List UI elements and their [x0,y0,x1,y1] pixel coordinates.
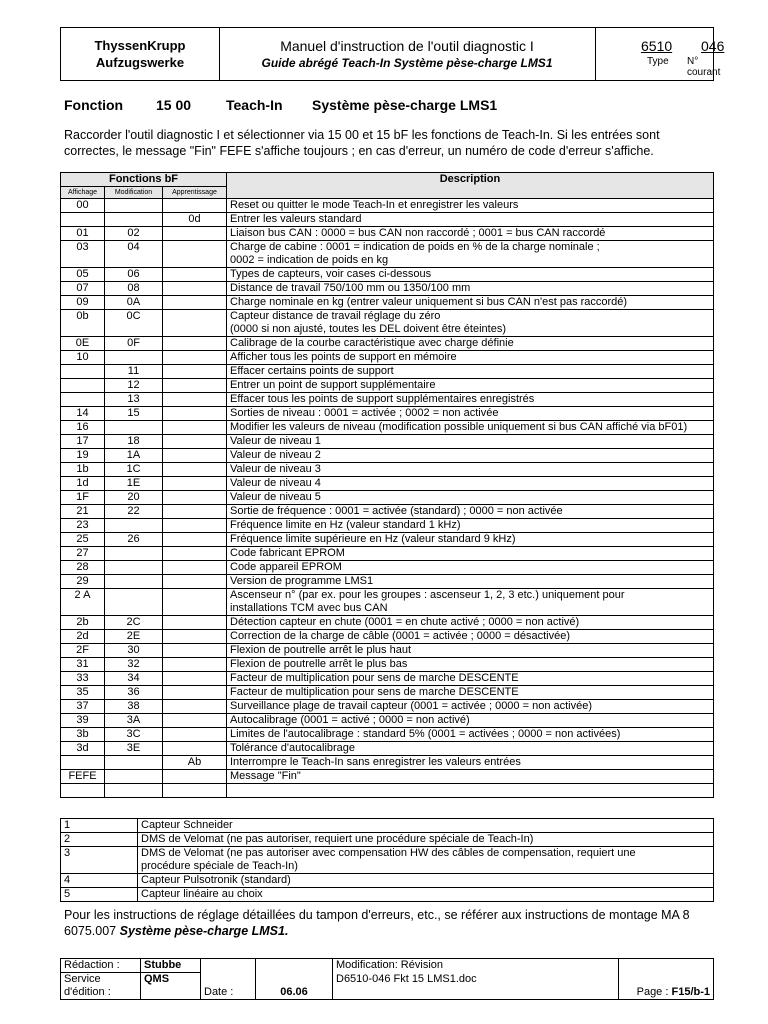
modification-code: 15 [105,407,163,421]
learning-code [163,379,227,393]
title-cell [219,28,596,80]
display-code: 37 [61,700,105,714]
display-code: 01 [61,227,105,241]
document-title: Manuel d'instruction de l'outil diagnostic I [280,37,534,54]
learning-code [163,407,227,421]
function-description: Valeur de niveau 1 [227,435,714,449]
display-code: 31 [61,658,105,672]
date-label: Date : [201,959,256,1000]
modification-code: 1A [105,449,163,463]
modification-code: 3E [105,742,163,756]
learning-code [163,519,227,533]
modification-code: 2E [105,630,163,644]
company-cell [61,28,220,80]
display-code: 2F [61,644,105,658]
function-description: Capteur distance de travail réglage du zéro (0000 si non ajusté, toutes les DEL doivent être éteintes) [227,310,714,337]
modification-code [105,519,163,533]
modification-code: 30 [105,644,163,658]
date-value: 06.06 [256,959,333,1000]
modification-code [105,575,163,589]
table-row [61,728,714,742]
table-row [61,296,714,310]
modification-code: 0F [105,337,163,351]
learning-code [163,770,227,784]
function-description: Entrer un point de support supplémentaire [227,379,714,393]
document-footer [60,958,714,1000]
function-description: Limites de l'autocalibrage : standard 5% (0001 = activées ; 0000 = non activées) [227,728,714,742]
table-row [61,310,714,337]
table-row [61,407,714,421]
function-description: Surveillance plage de travail capteur (0001 = activée ; 0000 = non activée) [227,700,714,714]
learning-code [163,644,227,658]
learning-code [163,241,227,268]
display-code: 07 [61,282,105,296]
learning-code [163,630,227,644]
display-code: 28 [61,561,105,575]
function-description: Ascenseur n° (par ex. pour les groupes : ascenseur 1, 2, 3 etc.) uniquement pour installations TCM avec bus CAN [227,589,714,616]
functions-table [60,172,714,798]
description-header: Description [227,173,714,199]
learning-code: Ab [163,756,227,770]
display-code: 2b [61,616,105,630]
functions-group-header: Fonctions bF [61,173,227,187]
function-description: Fréquence limite supérieure en Hz (valeur standard 9 kHz) [227,533,714,547]
display-code: 00 [61,199,105,213]
function-description: Calibrage de la courbe caractéristique avec charge définie [227,337,714,351]
display-code: 03 [61,241,105,268]
table-row [61,393,714,407]
table-row [61,616,714,630]
sensor-number: 3 [61,847,138,874]
display-code: 1F [61,491,105,505]
modification-code: 2C [105,616,163,630]
table-row [61,505,714,519]
function-description: Détection capteur en chute (0001 = en chute activé ; 0000 = non activé) [227,616,714,630]
display-code: 1b [61,463,105,477]
function-description: Facteur de multiplication pour sens de marche DESCENTE [227,672,714,686]
display-code [61,213,105,227]
learning-code [163,533,227,547]
display-code: 17 [61,435,105,449]
sensor-number: 4 [61,874,138,888]
display-code: 2d [61,630,105,644]
table-row [61,686,714,700]
function-system: Système pèse-charge LMS1 [312,97,498,113]
learning-code [163,784,227,798]
function-description: Effacer certains points de support [227,365,714,379]
function-label: Fonction [64,97,124,113]
table-row [61,241,714,268]
table-row [61,421,714,435]
modification-code [105,770,163,784]
function-description: Effacer tous les points de support supplémentaires enregistrés [227,393,714,407]
modification-code: 32 [105,658,163,672]
modification-code: 1E [105,477,163,491]
function-description: Tolérance d'autocalibrage [227,742,714,756]
function-description: Code fabricant EPROM [227,547,714,561]
table-row [61,227,714,241]
table-row [61,644,714,658]
company-name: ThyssenKrupp [94,38,186,53]
function-description: Fréquence limite en Hz (valeur standard 1 kHz) [227,519,714,533]
learning-code [163,227,227,241]
table-row [61,351,714,365]
display-code [61,379,105,393]
table-row [61,756,714,770]
function-description: Valeur de niveau 2 [227,449,714,463]
page-number-cell [619,959,714,1000]
function-description: Modifier les valeurs de niveau (modification possible uniquement si bus CAN affiché via bF01) [227,421,714,435]
learning-code [163,296,227,310]
function-code: 15 00 [156,97,192,113]
display-code: 16 [61,421,105,435]
sensor-number: 1 [61,819,138,833]
document-subtitle: Guide abrégé Teach-In Système pèse-charge LMS1 [261,55,553,70]
learning-code [163,351,227,365]
modification-code: 26 [105,533,163,547]
learning-code [163,547,227,561]
learning-code [163,658,227,672]
display-code: FEFE [61,770,105,784]
reference-cell [595,28,725,80]
modification-code [105,547,163,561]
display-code: 19 [61,449,105,463]
function-description: Valeur de niveau 5 [227,491,714,505]
function-description: Sorties de niveau : 0001 = activée ; 0002 = non activée [227,407,714,421]
service-label: Service d'édition : [61,973,141,1000]
display-code: 09 [61,296,105,310]
display-code: 21 [61,505,105,519]
learning-code: 0d [163,213,227,227]
serial-number: 046 [701,38,725,54]
redaction-label: Rédaction : [61,959,141,973]
sensor-row [61,819,714,833]
modification-code: 20 [105,491,163,505]
sensor-row [61,888,714,902]
function-description: Liaison bus CAN : 0000 = bus CAN non raccordé ; 0001 = bus CAN raccordé [227,227,714,241]
sensor-row [61,833,714,847]
table-row [61,714,714,728]
function-description: Charge de cabine : 0001 = indication de poids en % de la charge nominale ; 0002 = indication de poids en kg [227,241,714,268]
table-row [61,630,714,644]
modification-code: 11 [105,365,163,379]
function-mode: Teach-In [226,97,283,113]
sensor-types-table [60,818,714,902]
modification-code [105,756,163,770]
learning-column-header: Apprentissage [163,187,227,199]
modification-code: 38 [105,700,163,714]
display-code: 29 [61,575,105,589]
table-row [61,575,714,589]
page-value: F15/b-1 [671,986,710,998]
function-description: Flexion de poutrelle arrêt le plus haut [227,644,714,658]
sensor-description: DMS de Velomat (ne pas autoriser, requiert une procédure spéciale de Teach-In) [138,833,714,847]
modification-code: 36 [105,686,163,700]
learning-code [163,435,227,449]
modification-code [105,199,163,213]
modification-code: 18 [105,435,163,449]
function-description: Reset ou quitter le mode Teach-In et enregistrer les valeurs [227,199,714,213]
function-description: Interrompre le Teach-In sans enregistrer les valeurs entrées [227,756,714,770]
table-row [61,561,714,575]
modification-code: 06 [105,268,163,282]
learning-code [163,393,227,407]
service-value: QMS [141,973,201,1000]
modification-code [105,421,163,435]
sensor-row [61,847,714,874]
modification-code: 12 [105,379,163,393]
function-description: Entrer les valeurs standard [227,213,714,227]
table-row [61,435,714,449]
table-row [61,672,714,686]
modification-code: 0C [105,310,163,337]
display-code: 0b [61,310,105,337]
modification-code: 04 [105,241,163,268]
display-code: 05 [61,268,105,282]
function-description: Sortie de fréquence : 0001 = activée (standard) ; 0000 = non activée [227,505,714,519]
file-name: D6510-046 Fkt 15 LMS1.doc [333,973,619,1000]
function-description: Version de programme LMS1 [227,575,714,589]
learning-code [163,463,227,477]
display-code: 2 A [61,589,105,616]
table-row [61,742,714,756]
display-code: 14 [61,407,105,421]
modification-code: 02 [105,227,163,241]
modification-code: 22 [105,505,163,519]
type-number: 6510 [641,38,673,54]
modification-code: 34 [105,672,163,686]
learning-code [163,337,227,351]
table-row [61,658,714,672]
sensor-number: 2 [61,833,138,847]
table-row [61,477,714,491]
display-code: 3b [61,728,105,742]
company-division: Aufzugswerke [95,55,185,70]
learning-code [163,616,227,630]
function-description: Correction de la charge de câble (0001 = activée ; 0000 = désactivée) [227,630,714,644]
function-description: Message "Fin" [227,770,714,784]
table-row [61,547,714,561]
table-row [61,282,714,296]
table-row [61,449,714,463]
function-description: Facteur de multiplication pour sens de marche DESCENTE [227,686,714,700]
sensor-description: Capteur Schneider [138,819,714,833]
table-row [61,519,714,533]
function-description: Autocalibrage (0001 = activé ; 0000 = non activé) [227,714,714,728]
display-code: 0E [61,337,105,351]
function-description: Flexion de poutrelle arrêt le plus bas [227,658,714,672]
learning-code [163,421,227,435]
display-code: 3d [61,742,105,756]
redaction-value: Stubbe [141,959,201,973]
intro-paragraph: Raccorder l'outil diagnostic I et sélectionner via 15 00 et 15 bF les fonctions de Teach-In. Si les entrées sont correctes, le message "Fin" FEFE s'affiche toujours ; en cas d'erreur, un numéro de code d'erreur s'affiche. [64,128,660,158]
table-row [61,379,714,393]
display-code: 27 [61,547,105,561]
function-description: Afficher tous les points de support en mémoire [227,351,714,365]
table-row [61,784,714,798]
modification-code: 08 [105,282,163,296]
function-description [227,784,714,798]
modification-code: 3A [105,714,163,728]
type-label: Type [647,56,669,67]
function-description: Charge nominale en kg (entrer valeur uniquement si bus CAN n'est pas raccordé) [227,296,714,310]
table-row [61,700,714,714]
modification-code: 3C [105,728,163,742]
learning-code [163,742,227,756]
function-description: Distance de travail 750/100 mm ou 1350/100 mm [227,282,714,296]
table-row [61,268,714,282]
display-code [61,393,105,407]
learning-code [163,714,227,728]
display-code [61,756,105,770]
learning-code [163,686,227,700]
sensor-description: Capteur linéaire au choix [138,888,714,902]
sensor-description: Capteur Pulsotronik (standard) [138,874,714,888]
learning-code [163,449,227,463]
display-code: 10 [61,351,105,365]
modification-code [105,784,163,798]
reference-note [64,907,714,939]
learning-code [163,575,227,589]
table-row [61,533,714,547]
modification-code [105,561,163,575]
sensor-description: DMS de Velomat (ne pas autoriser avec compensation HW des câbles de compensation, requiert une procédure spéciale de Teach-In) [138,847,714,874]
modification-code [105,351,163,365]
function-description: Types de capteurs, voir cases ci-dessous [227,268,714,282]
learning-code [163,491,227,505]
page-label: Page : [636,986,669,998]
learning-code [163,672,227,686]
function-description: Valeur de niveau 4 [227,477,714,491]
display-code: 23 [61,519,105,533]
learning-code [163,700,227,714]
display-code [61,784,105,798]
table-row [61,589,714,616]
document-header [60,27,725,81]
display-code: 33 [61,672,105,686]
table-row [61,491,714,505]
learning-code [163,477,227,491]
display-code [61,365,105,379]
function-description: Valeur de niveau 3 [227,463,714,477]
table-row [61,213,714,227]
table-row [61,337,714,351]
display-code: 1d [61,477,105,491]
sensor-number: 5 [61,888,138,902]
learning-code [163,561,227,575]
display-code: 39 [61,714,105,728]
modification-column-header: Modification [105,187,163,199]
table-row [61,199,714,213]
display-column-header: Affichage [61,187,105,199]
learning-code [163,365,227,379]
modification-code: 1C [105,463,163,477]
modification-code [105,589,163,616]
modification-code [105,213,163,227]
learning-code [163,199,227,213]
table-row [61,463,714,477]
reference-note-emphasis: Système pèse-charge LMS1. [119,924,289,938]
learning-code [163,728,227,742]
table-row [61,770,714,784]
function-description: Code appareil EPROM [227,561,714,575]
display-code: 35 [61,686,105,700]
learning-code [163,589,227,616]
table-row [61,365,714,379]
sensor-row [61,874,714,888]
learning-code [163,282,227,296]
learning-code [163,505,227,519]
learning-code [163,268,227,282]
learning-code [163,310,227,337]
modification-code: 13 [105,393,163,407]
reference-note-text: Pour les instructions de réglage détaillées du tampon d'erreurs, etc., se référer aux instructions de montage MA 8 6075.007 [64,908,690,938]
display-code: 25 [61,533,105,547]
modification-code: 0A [105,296,163,310]
serial-label: N° courant [687,56,721,78]
modification-text: Modification: Révision [333,959,619,973]
